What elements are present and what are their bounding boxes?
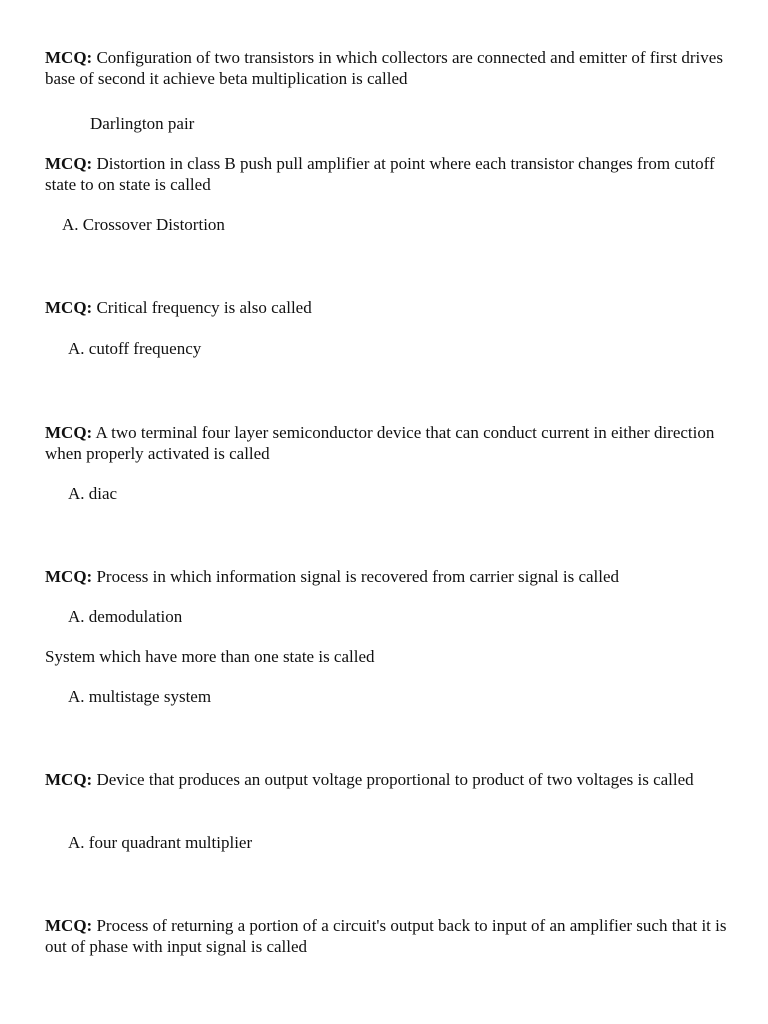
answer-text: A. Crossover Distortion: [62, 215, 225, 234]
question-text: [45, 769, 735, 790]
mcq-label: MCQ:: [45, 567, 93, 586]
question-text: [45, 422, 735, 464]
mcq-label: MCQ:: [45, 916, 93, 935]
question-body: Configuration of two transistors in which collectors are connected and emitter of first drives base of second it achieve beta multiplication is called: [45, 48, 723, 88]
question-body: Device that produces an output voltage proportional to product of two voltages is called: [92, 770, 694, 789]
question-body: System which have more than one state is called: [45, 647, 375, 666]
question-body: A two terminal four layer semiconductor device that can conduct current in either direction when properly activated is called: [45, 423, 715, 463]
mcq-label: MCQ:: [45, 770, 93, 789]
question-text: [45, 47, 735, 89]
question-text: [45, 646, 735, 667]
question-body: Process of returning a portion of a circuit's output back to input of an amplifier such that it is out of phase with input signal is called: [45, 916, 727, 956]
mcq-label: MCQ:: [45, 423, 93, 442]
mcq-label: MCQ:: [45, 48, 93, 67]
question-text: [45, 153, 735, 195]
answer-text: A. four quadrant multiplier: [68, 833, 253, 852]
question-body: Process in which information signal is recovered from carrier signal is called: [92, 567, 620, 586]
question-body: Critical frequency is also called: [92, 298, 312, 317]
answer-text: A. demodulation: [68, 607, 183, 626]
question-text: [45, 566, 735, 587]
answer-text: Darlington pair: [90, 114, 195, 133]
mcq-label: MCQ:: [45, 298, 93, 317]
answer-text: A. diac: [68, 484, 118, 503]
mcq-label: MCQ:: [45, 154, 93, 173]
question-text: [45, 297, 735, 318]
question-text: [45, 915, 735, 957]
question-body: Distortion in class B push pull amplifier at point where each transistor changes from cutoff state to on state is called: [45, 154, 715, 194]
answer-text: A. multistage system: [68, 687, 212, 706]
answer-text: A. cutoff frequency: [68, 339, 202, 358]
